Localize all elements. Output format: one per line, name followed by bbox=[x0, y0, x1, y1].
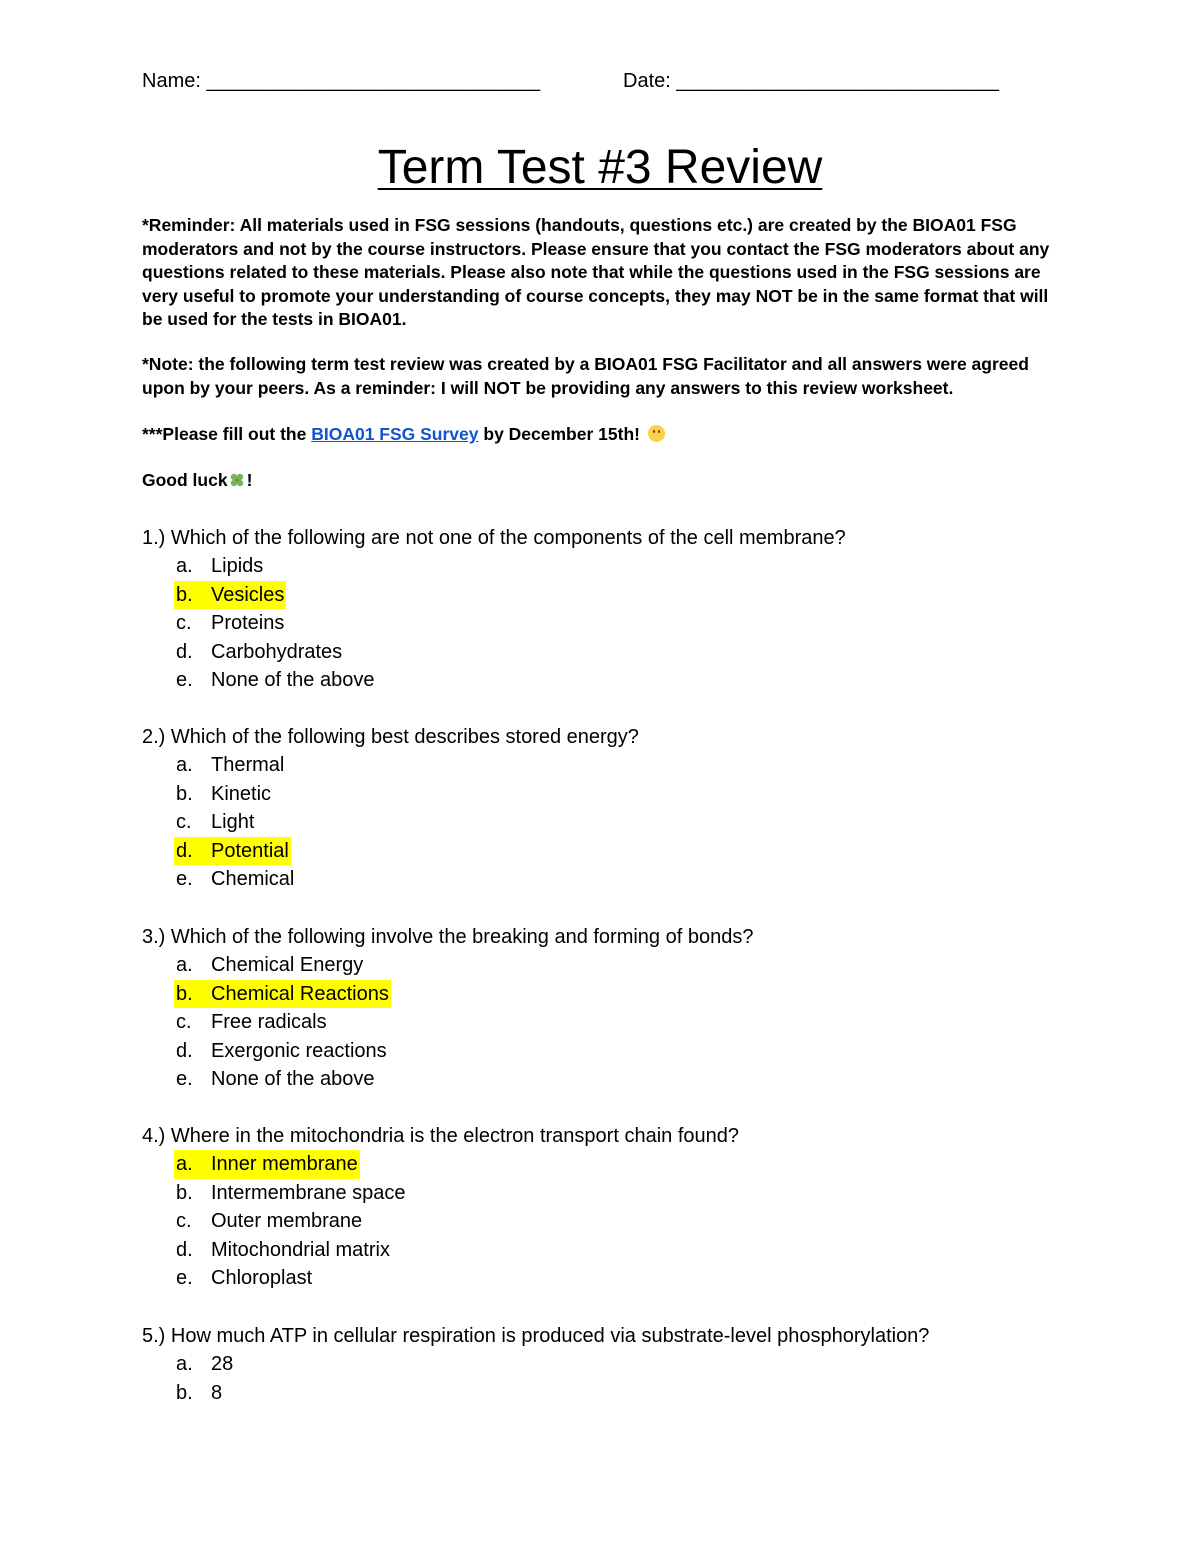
question-4 bbox=[142, 1122, 1102, 1293]
answer-option bbox=[142, 808, 1102, 837]
answer-option bbox=[142, 1150, 1102, 1179]
question-2 bbox=[142, 723, 1102, 894]
answer-content bbox=[174, 1179, 408, 1208]
highlighted-answer bbox=[174, 837, 291, 866]
option-letter: b. bbox=[176, 1181, 193, 1204]
answer-content bbox=[174, 552, 265, 581]
option-letter: b. bbox=[176, 1381, 193, 1404]
option-letter: b. bbox=[176, 782, 193, 805]
answer-option bbox=[142, 1207, 1102, 1236]
option-letter: d. bbox=[176, 839, 193, 862]
answer-option bbox=[142, 865, 1102, 894]
answer-content bbox=[174, 951, 365, 980]
question-text: 1.) Which of the following are not one of the components of the cell membrane? bbox=[142, 527, 846, 549]
option-text: Thermal bbox=[211, 754, 285, 776]
option-text: Lipids bbox=[211, 555, 264, 577]
good-luck-suffix: ! bbox=[246, 470, 253, 490]
highlighted-answer bbox=[174, 1150, 360, 1179]
survey-paragraph bbox=[142, 423, 1062, 447]
answer-content bbox=[174, 1350, 235, 1379]
question-text: 2.) Which of the following best describes stored energy? bbox=[142, 726, 639, 748]
smiley-face-icon bbox=[648, 425, 665, 442]
option-text: Kinetic bbox=[211, 782, 272, 805]
date-field-line: Date: _____________________________ bbox=[623, 70, 999, 92]
option-text: Chloroplast bbox=[211, 1267, 313, 1290]
option-letter: c. bbox=[176, 1210, 192, 1233]
answer-option bbox=[142, 1008, 1102, 1037]
answer-option bbox=[142, 1179, 1102, 1208]
option-text: 28 bbox=[211, 1353, 234, 1375]
answer-content bbox=[174, 638, 344, 667]
answer-content bbox=[174, 780, 273, 809]
option-letter: c. bbox=[176, 1011, 192, 1034]
option-letter: d. bbox=[176, 1238, 193, 1261]
survey-suffix: by December 15th! bbox=[478, 424, 645, 444]
option-letter: c. bbox=[176, 612, 192, 635]
option-letter: d. bbox=[176, 1039, 193, 1062]
option-letter: a. bbox=[176, 1353, 193, 1375]
option-text: Chemical bbox=[211, 868, 295, 891]
answer-option bbox=[142, 638, 1102, 667]
question-5 bbox=[142, 1322, 1102, 1407]
answer-content bbox=[174, 1264, 314, 1293]
answer-content bbox=[174, 1008, 329, 1037]
option-text: None of the above bbox=[211, 669, 375, 692]
good-luck-line bbox=[142, 469, 1062, 493]
survey-prefix: ***Please fill out the bbox=[142, 424, 312, 444]
option-letter: a. bbox=[176, 754, 193, 776]
option-text: None of the above bbox=[211, 1068, 375, 1091]
answer-option bbox=[142, 581, 1102, 610]
question-text: 3.) Which of the following involve the breaking and forming of bonds? bbox=[142, 926, 754, 948]
answer-option bbox=[142, 837, 1102, 866]
answer-content bbox=[174, 751, 286, 780]
option-letter: d. bbox=[176, 640, 193, 663]
option-text: Vesicles bbox=[211, 583, 285, 606]
answer-option bbox=[142, 609, 1102, 638]
question-3 bbox=[142, 923, 1102, 1094]
option-text: Intermembrane space bbox=[211, 1181, 406, 1204]
option-text: Carbohydrates bbox=[211, 640, 343, 663]
question-text: 5.) How much ATP in cellular respiration is produced via substrate-level phosphorylation? bbox=[142, 1325, 930, 1347]
answer-content bbox=[174, 1236, 392, 1265]
answer-option bbox=[142, 751, 1102, 780]
answer-content bbox=[174, 609, 286, 638]
option-letter: b. bbox=[176, 583, 193, 606]
answer-option bbox=[142, 980, 1102, 1009]
option-text: 8 bbox=[211, 1381, 223, 1404]
option-letter: a. bbox=[176, 555, 193, 577]
answer-content bbox=[174, 1379, 224, 1408]
answer-option bbox=[142, 666, 1102, 695]
answer-option bbox=[142, 951, 1102, 980]
reminder-paragraph: *Reminder: All materials used in FSG sessions (handouts, questions etc.) are created by the BIOA01 FSG moderators and not by the course instructors. Please ensure that you contact the FSG moderators about any questions related to these materials. Please also note that while the questions used in the FSG sessions are very useful to promote your understanding of course concepts, they may NOT be in the same format that will be used for the tests in BIOA01. bbox=[142, 215, 1050, 329]
option-text: Chemical Energy bbox=[211, 954, 364, 976]
answer-content bbox=[174, 1207, 364, 1236]
option-letter: b. bbox=[176, 982, 193, 1005]
highlighted-answer bbox=[174, 581, 286, 610]
answer-option bbox=[142, 1350, 1102, 1379]
answer-option bbox=[142, 1264, 1102, 1293]
page-title: Term Test #3 Review bbox=[377, 141, 823, 194]
answer-content bbox=[174, 1065, 376, 1094]
note-paragraph: *Note: the following term test review was created by a BIOA01 FSG Facilitator and all answers were agreed upon by your peers. As a reminder: I will NOT be providing any answers to this review worksheet. bbox=[142, 354, 1029, 398]
answer-content bbox=[174, 865, 296, 894]
good-luck-text: Good luck bbox=[142, 470, 228, 490]
question-text: 4.) Where in the mitochondria is the electron transport chain found? bbox=[142, 1125, 739, 1147]
highlighted-answer bbox=[174, 980, 391, 1009]
survey-link[interactable]: BIOA01 FSG Survey bbox=[311, 424, 479, 444]
answer-option bbox=[142, 1379, 1102, 1408]
option-text: Outer membrane bbox=[211, 1210, 363, 1233]
answer-option bbox=[142, 780, 1102, 809]
option-letter: e. bbox=[176, 669, 193, 692]
option-letter: e. bbox=[176, 868, 193, 891]
option-letter: c. bbox=[176, 811, 192, 834]
option-text: Exergonic reactions bbox=[211, 1039, 387, 1062]
name-field-line: Name: ______________________________ bbox=[142, 70, 541, 92]
answer-content bbox=[174, 808, 256, 837]
option-text: Mitochondrial matrix bbox=[211, 1238, 390, 1261]
four-leaf-clover-icon bbox=[229, 472, 245, 488]
option-letter: e. bbox=[176, 1267, 193, 1290]
option-text: Free radicals bbox=[211, 1011, 327, 1034]
answer-option bbox=[142, 1065, 1102, 1094]
option-text: Inner membrane bbox=[211, 1153, 358, 1175]
option-text: Light bbox=[211, 811, 255, 834]
question-1 bbox=[142, 524, 1102, 695]
answer-content bbox=[174, 1037, 389, 1066]
answer-option bbox=[142, 1236, 1102, 1265]
answer-option bbox=[142, 552, 1102, 581]
option-text: Chemical Reactions bbox=[211, 982, 389, 1005]
option-letter: e. bbox=[176, 1068, 193, 1091]
answer-option bbox=[142, 1037, 1102, 1066]
option-letter: a. bbox=[176, 954, 193, 976]
option-text: Proteins bbox=[211, 612, 285, 635]
answer-content bbox=[174, 666, 376, 695]
option-letter: a. bbox=[176, 1153, 193, 1175]
option-text: Potential bbox=[211, 839, 289, 862]
